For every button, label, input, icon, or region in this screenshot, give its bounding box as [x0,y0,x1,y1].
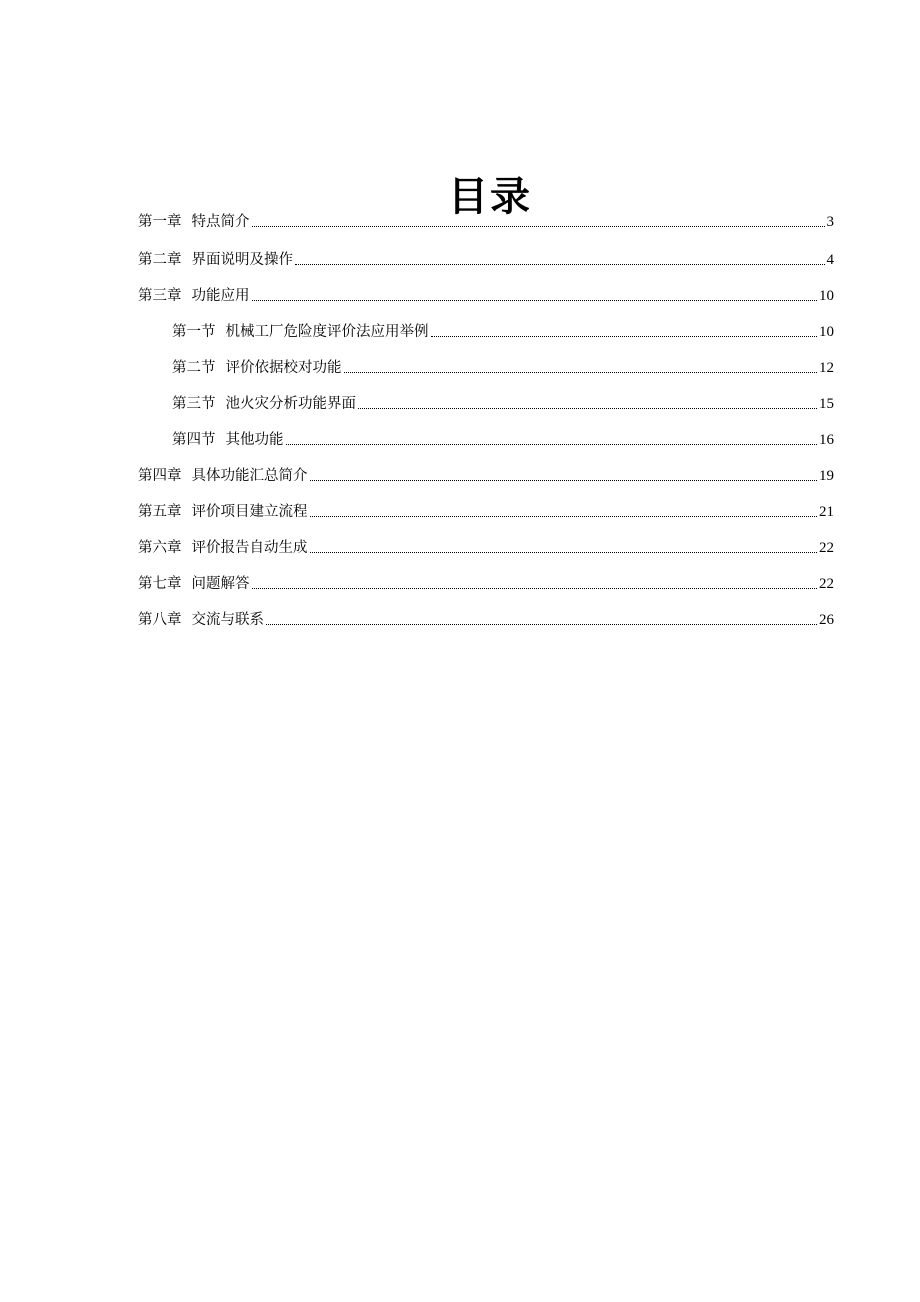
toc-entry-section-4[interactable] [172,426,834,454]
toc-entry-label: 第四章 [138,468,182,484]
toc-entry-section-2[interactable] [172,354,834,382]
toc-entry-label: 第二章 [138,252,182,268]
toc-entry-page: 26 [819,612,834,628]
toc-title: 目录 [448,173,532,220]
toc-entry-label: 第三章 [138,288,182,304]
toc-entry-label: 第二节 [172,360,216,376]
toc-entry-title: 评价报告自动生成 [191,540,308,556]
toc-entry-page: 10 [819,324,834,340]
toc-entry-page: 16 [819,432,834,448]
toc-entry-page: 22 [819,576,834,592]
toc-entry-page: 15 [819,396,834,412]
toc-entry-label: 第六章 [138,540,182,556]
dot-leader [431,336,818,337]
toc-entry-label: 第七章 [138,576,182,592]
dot-leader [252,226,825,227]
toc-entry-label: 第三节 [172,396,216,412]
toc-entry-section-3[interactable] [172,390,834,418]
toc-entry-title: 交流与联系 [191,612,264,628]
dot-leader [310,516,818,517]
toc-entry-chapter-6[interactable] [138,534,834,562]
toc-entry-chapter-5[interactable] [138,498,834,526]
toc-entry-title: 界面说明及操作 [191,252,293,268]
dot-leader [252,588,818,589]
toc-entry-chapter-1[interactable] [138,208,834,236]
toc-entry-title: 机械工厂危险度评价法应用举例 [225,324,429,340]
toc-entry-title: 评价依据校对功能 [225,360,342,376]
toc-entry-label: 第一节 [172,324,216,340]
toc-entry-section-1[interactable] [172,318,834,346]
dot-leader [286,444,818,445]
toc-entry-title: 具体功能汇总简介 [191,468,308,484]
toc-entry-chapter-8[interactable] [138,606,834,634]
toc-entry-title: 问题解答 [191,576,250,592]
dot-leader [344,372,818,373]
toc-entry-page: 12 [819,360,834,376]
toc-entry-label: 第八章 [138,612,182,628]
dot-leader [310,480,818,481]
toc-entry-page: 10 [819,288,834,304]
toc-entry-page: 4 [826,252,834,268]
toc-entry-label: 第五章 [138,504,182,520]
toc-entry-title: 池火灾分析功能界面 [225,396,356,412]
toc-entry-chapter-3[interactable] [138,282,834,310]
toc-entry-page: 21 [819,504,834,520]
toc-entry-page: 19 [819,468,834,484]
toc-entry-chapter-4[interactable] [138,462,834,490]
toc-entry-label: 第四节 [172,432,216,448]
toc-entry-title: 特点简介 [191,214,250,230]
dot-leader [252,300,818,301]
toc-entry-chapter-2[interactable] [138,246,834,274]
toc-entry-page: 3 [826,214,834,230]
dot-leader [358,408,817,409]
dot-leader [310,552,818,553]
dot-leader [266,624,817,625]
toc-entry-label: 第一章 [138,214,182,230]
toc-entry-title: 功能应用 [191,288,250,304]
toc-entry-page: 22 [819,540,834,556]
toc-entry-chapter-7[interactable] [138,570,834,598]
toc-entry-title: 其他功能 [225,432,284,448]
dot-leader [295,264,825,265]
toc-entry-title: 评价项目建立流程 [191,504,308,520]
